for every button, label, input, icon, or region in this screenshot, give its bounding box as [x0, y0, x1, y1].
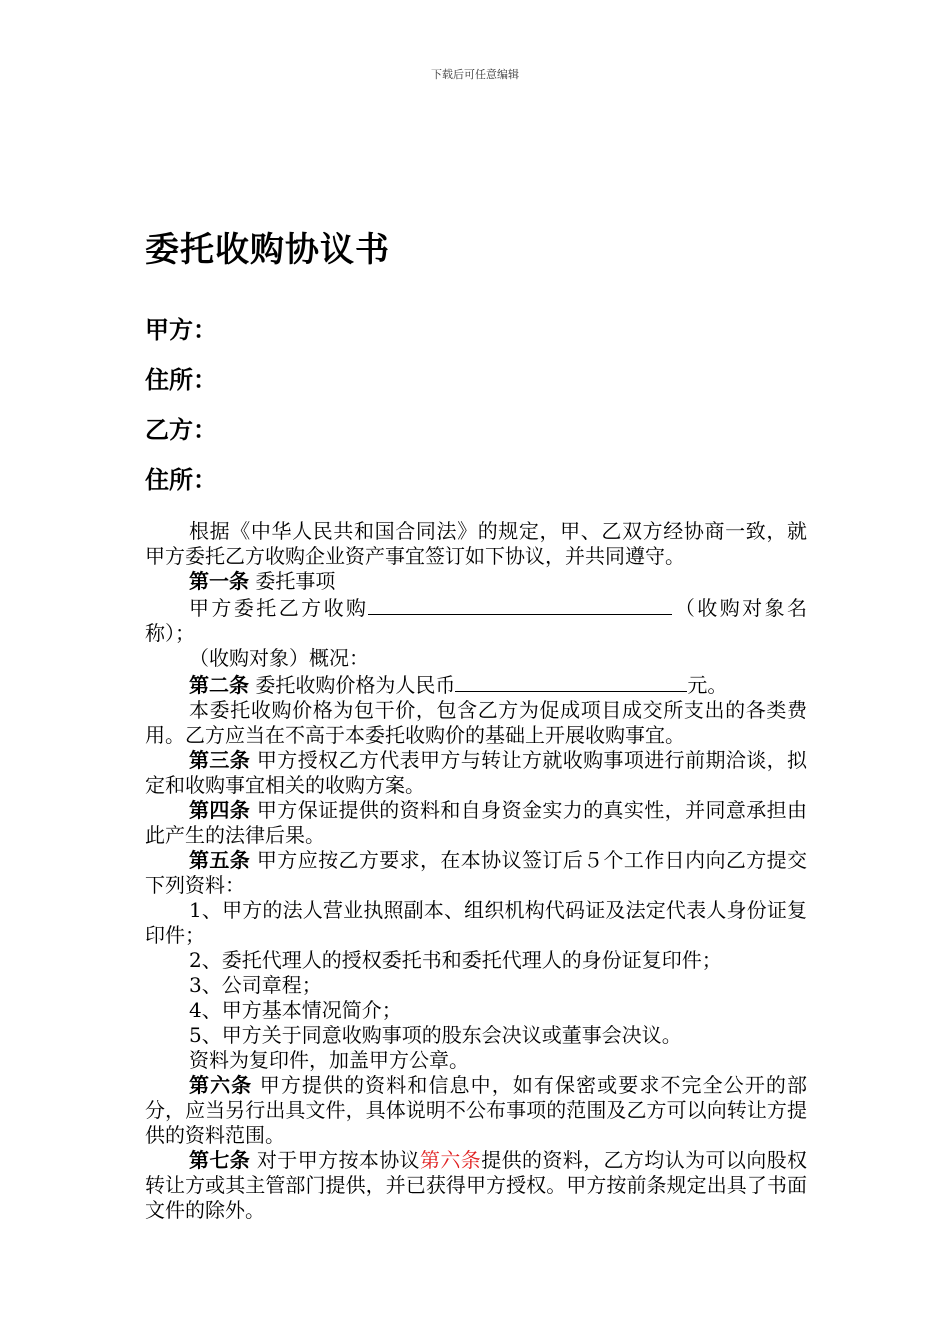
document-title: 委托收购协议书 [145, 230, 390, 270]
article-6 [145, 1073, 807, 1148]
intro-paragraph: 根据《中华人民共和国合同法》的规定，甲、乙双方经协商一致，就甲方委托乙方收购企业资产事宜签订如下协议，并共同遵守。 [145, 519, 807, 568]
article-3-text: 甲方授权乙方代表甲方与转让方就收购事项进行前期洽谈，拟定和收购事宜相关的收购方案。 [145, 748, 808, 797]
article-4-label: 第四条 [189, 798, 251, 822]
article-3 [145, 748, 807, 798]
article-1-label: 第一条 [189, 569, 249, 593]
article-1-line [145, 594, 807, 646]
article-5-note: 资料为复印件，加盖甲方公章。 [189, 1048, 469, 1072]
party-b-address-label: 住所： [145, 466, 217, 494]
list-item: 4、甲方基本情况简介； [189, 998, 402, 1022]
list-item: 1、甲方的法人营业执照副本、组织机构代码证及法定代表人身份证复印件； [145, 898, 807, 947]
article-2-heading [145, 671, 807, 698]
article-6-reference: 第六条 [420, 1148, 482, 1172]
article-1-overview: （收购对象）概况： [189, 646, 369, 670]
article-5 [145, 848, 807, 898]
list-item: 2、委托代理人的授权委托书和委托代理人的身份证复印件； [189, 948, 722, 972]
acquisition-target-blank[interactable] [368, 594, 672, 615]
price-blank[interactable] [455, 671, 687, 692]
article-1-title: 委托事项 [249, 569, 336, 593]
article-1-pre: 甲方委托乙方收购 [189, 596, 369, 620]
article-5-label: 第五条 [189, 848, 251, 872]
agreement-body [145, 519, 807, 1223]
list-item: 5、甲方关于同意收购事项的股东会决议或董事会决议。 [189, 1023, 682, 1047]
article-6-label: 第六条 [189, 1073, 253, 1097]
party-b-label: 乙方： [145, 416, 217, 444]
article-2-post: 元。 [687, 673, 728, 697]
article-7-label: 第七条 [189, 1148, 251, 1172]
article-4-text: 甲方保证提供的资料和自身资金实力的真实性，并同意承担由此产生的法律后果。 [145, 798, 808, 847]
article-7-post: 提供的资料，乙方均认为可以向股权转让方或其主管部门提供，并已获得甲方授权。甲方按前条规定出具了书面文件的除外。 [145, 1148, 808, 1222]
article-2-text: 本委托收购价格为包干价，包含乙方为促成项目成交所支出的各类费用。乙方应当在不高于本委托收购价的基础上开展收购事宜。 [145, 698, 807, 747]
article-6-text: 甲方提供的资料和信息中，如有保密或要求不完全公开的部分，应当另行出具文件，具体说明不公布事项的范围及乙方可以向转让方提供的资料范围。 [145, 1073, 808, 1147]
article-2-pre: 委托收购价格为人民币 [249, 673, 456, 697]
article-3-label: 第三条 [189, 748, 251, 772]
article-2-label: 第二条 [189, 673, 249, 697]
article-7-pre: 对于甲方按本协议 [250, 1148, 421, 1172]
article-5-text: 甲方应按乙方要求，在本协议签订后５个工作日内向乙方提交下列资料： [145, 848, 808, 897]
article-1-heading [145, 569, 807, 594]
article-7 [145, 1148, 807, 1223]
party-a-address-label: 住所： [145, 366, 217, 394]
party-a-label: 甲方： [145, 316, 217, 344]
article-1-post: （收购对象名称）； [145, 596, 808, 645]
article-4 [145, 798, 807, 848]
list-item: 3、公司章程； [189, 973, 322, 997]
page-header-note: 下载后可任意编辑 [431, 68, 519, 81]
